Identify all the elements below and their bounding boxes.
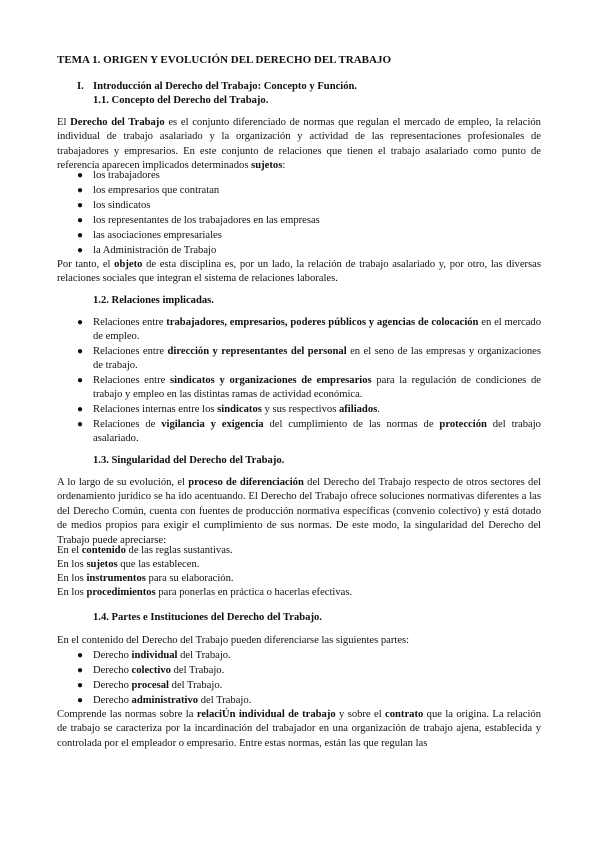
bullet-icon: ●	[77, 404, 84, 415]
list-item: los representantes de los trabajadores en las empresas	[93, 215, 320, 226]
singularity-line: En los procedimientos para ponerlas en práctica o hacerlas efectivas.	[57, 587, 353, 598]
intro-paragraph: El Derecho del Trabajo es el conjunto diferenciado de normas que regulan el mercado de empleo, la relación individual de trabajo asalariado y la organización y actividad de las representaciones profesionales de trabajadores y empresarios. En este conjunto de relaciones que tienen el trabajo asalariado como punto de referencia aparecen implicados determinados sujetos:	[57, 117, 541, 172]
bullet-icon: ●	[77, 230, 84, 241]
list-item: Derecho individual del Trabajo.	[93, 650, 231, 661]
section-1-3-heading: 1.3. Singularidad del Derecho del Trabajo.	[93, 455, 285, 466]
section-1-heading: Introducción al Derecho del Trabajo: Concepto y Función.	[93, 81, 358, 92]
singularity-line: En el contenido de las reglas sustantivas.	[57, 545, 233, 556]
document-title: TEMA 1. ORIGEN Y EVOLUCIÓN DEL DERECHO DEL TRABAJO	[57, 54, 392, 66]
singularity-line: En los instrumentos para su elaboración.	[57, 573, 234, 584]
list-item: Relaciones entre dirección y representantes del personal en el seno de las empresas y organizaciones de trabajo.	[93, 346, 541, 372]
bullet-icon: ●	[77, 170, 84, 181]
bullet-icon: ●	[77, 346, 84, 357]
list-item: la Administración de Trabajo	[93, 245, 217, 256]
bullet-icon: ●	[77, 375, 84, 386]
bullet-icon: ●	[77, 695, 84, 706]
list-item: Derecho colectivo del Trabajo.	[93, 665, 225, 676]
list-item: Derecho procesal del Trabajo.	[93, 680, 223, 691]
list-item: Relaciones internas entre los sindicatos y sus respectivos afiliados.	[93, 404, 380, 415]
object-paragraph: Por tanto, el objeto de esta disciplina es, por un lado, la relación de trabajo asalariado y, por otro, las diversas relaciones sociales que integran el sistema de relaciones laborales.	[57, 259, 541, 285]
list-item: Relaciones entre trabajadores, empresarios, poderes públicos y agencias de colocación en el mercado de empleo.	[93, 317, 541, 343]
section-1-1-heading: 1.1. Concepto del Derecho del Trabajo.	[93, 95, 269, 106]
bullet-icon: ●	[77, 419, 84, 430]
parts-intro: En el contenido del Derecho del Trabajo pueden diferenciarse las siguientes partes:	[57, 635, 410, 646]
individual-law-paragraph: Comprende las normas sobre la relaciÚn individual de trabajo y sobre el contrato que la origina. La relación de trabajo se caracteriza por la incardinación del trabajador en una organización de trabajo ajena, establecida y controlada por el empleador o empresario. Entre estas normas, están las que regulan las	[57, 709, 542, 749]
bullet-icon: ●	[77, 317, 84, 328]
list-item: los empresarios que contratan	[93, 185, 220, 196]
bullet-icon: ●	[77, 245, 84, 256]
section-number: I.	[77, 81, 84, 92]
list-item: Relaciones entre sindicatos y organizaciones de empresarios para la regulación de condiciones de trabajo y empleo en las distintas ramas de actividad económica.	[93, 375, 541, 401]
list-item: los sindicatos	[93, 200, 151, 211]
bullet-icon: ●	[77, 215, 84, 226]
section-1-2-heading: 1.2. Relaciones implicadas.	[93, 295, 214, 306]
bullet-icon: ●	[77, 185, 84, 196]
list-item: Derecho administrativo del Trabajo.	[93, 695, 252, 706]
singularity-line: En los sujetos que las establecen.	[57, 559, 200, 570]
section-1-4-heading: 1.4. Partes e Instituciones del Derecho del Trabajo.	[93, 612, 322, 623]
list-item: los trabajadores	[93, 170, 160, 181]
bullet-icon: ●	[77, 650, 84, 661]
bullet-icon: ●	[77, 200, 84, 211]
singularity-paragraph: A lo largo de su evolución, el proceso de diferenciación del Derecho del Trabajo respecto de otros sectores del ordenamiento jurídico se ha ido acentuando. El Derecho del Trabajo ofrece soluciones normativas diferentes a las del Derecho Común, cuenta con fuentes de producción normativa específicas (convenio colectivo) y está dotado de medios propios para exigir el cumplimiento de sus normas. De este modo, la singularidad del Derecho del Trabajo puede apreciarse:	[57, 477, 541, 546]
list-item: Relaciones de vigilancia y exigencia del cumplimiento de las normas de protección del trabajo asalariado.	[93, 419, 541, 445]
list-item: las asociaciones empresariales	[93, 230, 222, 241]
bullet-icon: ●	[77, 680, 84, 691]
bullet-icon: ●	[77, 665, 84, 676]
